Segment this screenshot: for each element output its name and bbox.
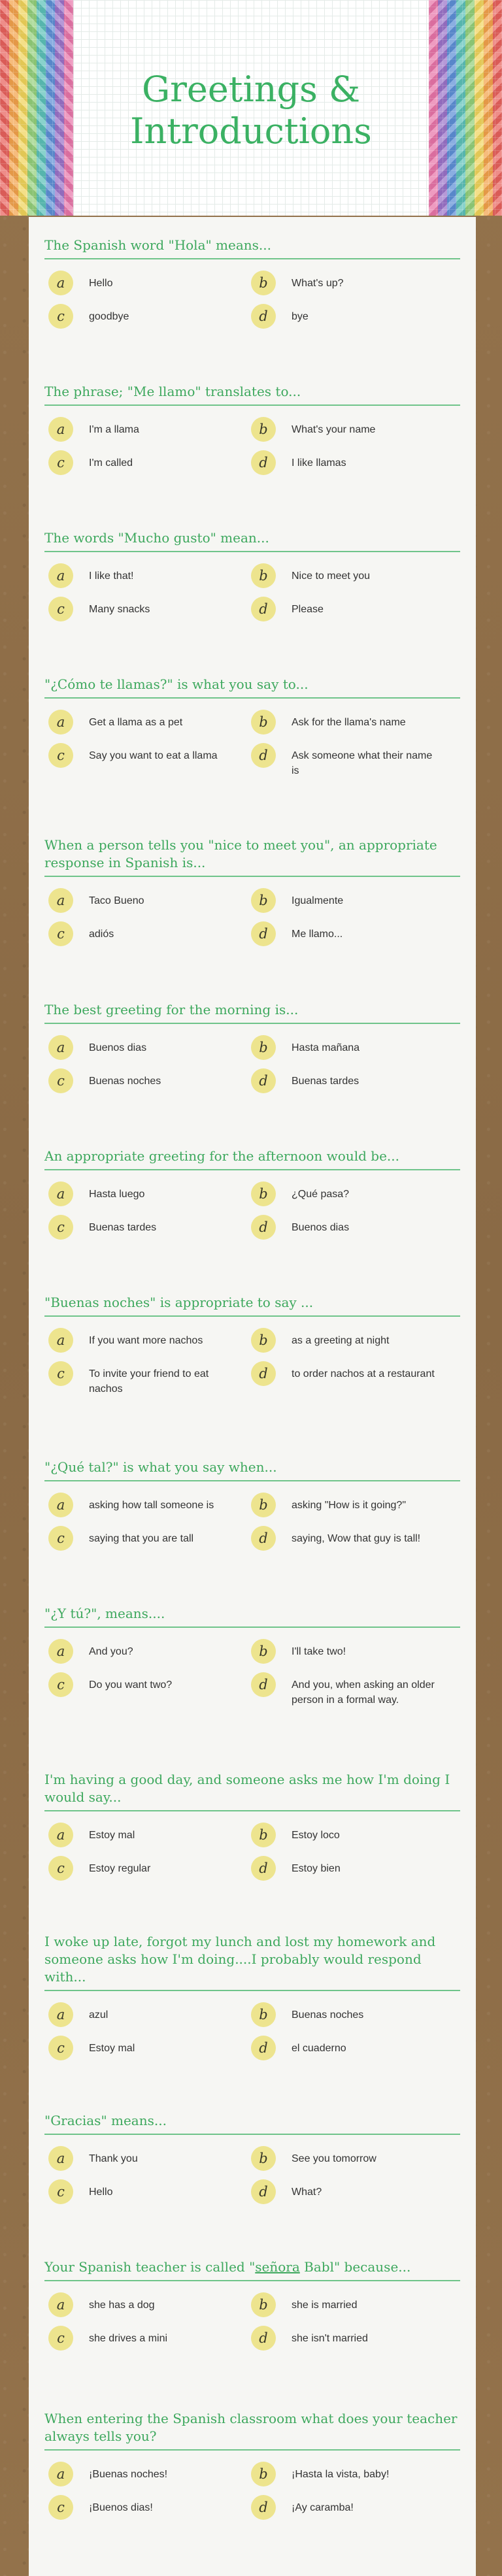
quiz-card [29, 217, 476, 2576]
option-letter-badge[interactable]: b [251, 888, 276, 913]
option-d[interactable] [251, 1856, 447, 1881]
option-letter-badge[interactable]: d [251, 1068, 276, 1093]
option-text: Buenas tardes [292, 1076, 360, 1087]
option-text: Buenos dias [89, 1042, 147, 1053]
option-letter-badge[interactable]: c [48, 1672, 73, 1697]
option-d[interactable] [251, 304, 447, 329]
option-text: What's up? [292, 278, 344, 289]
option-letter-badge[interactable]: c [48, 450, 73, 475]
option-letter-badge[interactable]: d [251, 921, 276, 946]
option-d[interactable] [251, 1215, 447, 1240]
option-text: Estoy loco [292, 1830, 340, 1841]
option-text: ¡Buenas noches! [89, 2469, 168, 2480]
option-text: ¡Buenos dias! [89, 2502, 153, 2513]
option-a[interactable] [48, 1181, 244, 1206]
option-text: What? [292, 2187, 322, 2198]
option-letter-badge[interactable]: b [251, 2002, 276, 2027]
option-text: I'm called [89, 457, 133, 469]
question-text: An appropriate greeting for the afternoon would be... [44, 1148, 460, 1170]
option-text: Do you want two? [89, 1679, 173, 1691]
option-text: Estoy bien [292, 1863, 341, 1874]
option-letter-badge[interactable]: a [48, 888, 73, 913]
question-text: "¿Qué tal?" is what you say when... [44, 1459, 460, 1481]
option-b[interactable] [251, 2462, 447, 2486]
option-letter-badge[interactable]: d [251, 2495, 276, 2520]
option-c[interactable] [48, 1361, 244, 1396]
option-letter-badge[interactable]: a [48, 2146, 73, 2171]
option-text: Hello [89, 278, 113, 289]
option-text: Thank you [89, 2153, 138, 2164]
option-letter-badge[interactable]: a [48, 2292, 73, 2317]
option-text: Buenos dias [292, 1222, 350, 1233]
option-b[interactable] [251, 1035, 447, 1060]
option-letter-badge[interactable]: a [48, 1181, 73, 1206]
option-letter-badge[interactable]: b [251, 271, 276, 295]
option-text: as a greeting at night [292, 1335, 390, 1346]
option-letter-badge[interactable]: b [251, 1328, 276, 1353]
option-c[interactable] [48, 1672, 244, 1697]
option-letter-badge[interactable]: b [251, 1493, 276, 1517]
option-text: Hasta luego [89, 1189, 145, 1200]
option-a[interactable] [48, 2002, 244, 2027]
option-text: Ask someone what their name is [292, 750, 433, 776]
option-b[interactable] [251, 2002, 447, 2027]
option-b[interactable] [251, 888, 447, 913]
option-text: asking how tall someone is [89, 1500, 214, 1511]
option-text: Buenas noches [89, 1076, 161, 1087]
question-text: "Buenas noches" is appropriate to say ... [44, 1294, 460, 1317]
option-c[interactable] [48, 1068, 244, 1093]
question-11 [44, 1771, 460, 1876]
option-text: And you, when asking an older person in a formal way. [292, 1679, 435, 1706]
option-letter-badge[interactable]: d [251, 597, 276, 621]
option-letter-badge[interactable]: c [48, 1215, 73, 1240]
option-letter-badge[interactable]: a [48, 2002, 73, 2027]
option-text: If you want more nachos [89, 1335, 203, 1346]
question-5 [44, 836, 460, 942]
question-text-start: Your Spanish teacher is called " [44, 2259, 256, 2275]
option-text: bye [292, 311, 309, 322]
question-4 [44, 676, 460, 776]
option-d[interactable] [251, 2179, 447, 2204]
option-a[interactable] [48, 1823, 244, 1847]
option-text: Hello [89, 2187, 113, 2198]
option-text: Estoy mal [89, 1830, 135, 1841]
option-letter-badge[interactable]: a [48, 271, 73, 295]
option-text: Buenas noches [292, 2009, 364, 2021]
option-letter-badge[interactable]: a [48, 1639, 73, 1664]
option-text: See you tomorrow [292, 2153, 376, 2164]
option-text: azul [89, 2009, 109, 2021]
option-c[interactable] [48, 1856, 244, 1881]
question-text-underlined: señora [255, 2259, 300, 2275]
option-letter-badge[interactable]: b [251, 1035, 276, 1060]
option-d[interactable] [251, 1361, 447, 1386]
option-letter-badge[interactable]: d [251, 1672, 276, 1697]
option-c[interactable] [48, 2326, 244, 2351]
option-text: to order nachos at a restaurant [292, 1368, 435, 1379]
option-letter-badge[interactable]: b [251, 563, 276, 588]
header [0, 0, 502, 216]
question-15 [44, 2410, 460, 2515]
option-letter-badge[interactable]: a [48, 563, 73, 588]
question-12 [44, 1933, 460, 2056]
option-text: Estoy mal [89, 2043, 135, 2054]
option-d[interactable] [251, 2036, 447, 2060]
option-c[interactable] [48, 2036, 244, 2060]
option-text: she isn't married [292, 2333, 368, 2344]
option-letter-badge[interactable]: d [251, 450, 276, 475]
option-text: she has a dog [89, 2300, 155, 2311]
option-letter-badge[interactable]: a [48, 417, 73, 442]
option-letter-badge[interactable]: c [48, 921, 73, 946]
option-text: ¡Ay caramba! [292, 2502, 354, 2513]
option-d[interactable] [251, 2495, 447, 2520]
option-d[interactable] [251, 450, 447, 475]
option-text: Say you want to eat a llama [89, 750, 218, 761]
option-a[interactable] [48, 2146, 244, 2171]
question-text-end: Babl" because... [299, 2259, 411, 2275]
option-letter-badge[interactable]: d [251, 1856, 276, 1881]
option-letter-badge[interactable]: c [48, 2495, 73, 2520]
question-text: The phrase; "Me llamo" translates to... [44, 383, 460, 406]
option-b[interactable] [251, 710, 447, 735]
option-letter-badge[interactable]: a [48, 2462, 73, 2486]
page-title: Greetings & Introductions [130, 69, 372, 152]
option-d[interactable] [251, 743, 447, 778]
option-letter-badge[interactable]: b [251, 1181, 276, 1206]
option-d[interactable] [251, 2326, 447, 2351]
option-d[interactable] [251, 1068, 447, 1093]
option-a[interactable] [48, 710, 244, 735]
option-b[interactable] [251, 1181, 447, 1206]
option-c[interactable] [48, 743, 244, 768]
question-text: "¿Y tú?", means.... [44, 1605, 460, 1628]
option-letter-badge[interactable]: c [48, 2179, 73, 2204]
option-c[interactable] [48, 1526, 244, 1551]
chevron-pattern-right [429, 0, 502, 216]
option-letter-badge[interactable]: b [251, 2462, 276, 2486]
option-letter-badge[interactable]: a [48, 1035, 73, 1060]
option-text: To invite your friend to eat nachos [89, 1368, 209, 1395]
question-text: The words "Mucho gusto" mean... [44, 529, 460, 552]
option-c[interactable] [48, 597, 244, 621]
option-text: I like llamas [292, 457, 346, 469]
option-text: Please [292, 604, 324, 615]
option-text: Me llamo... [292, 929, 343, 940]
option-a[interactable] [48, 888, 244, 913]
option-text: Many snacks [89, 604, 150, 615]
option-c[interactable] [48, 1215, 244, 1240]
option-letter-badge[interactable]: c [48, 743, 73, 768]
option-a[interactable] [48, 1328, 244, 1353]
option-letter-badge[interactable]: b [251, 1823, 276, 1847]
option-text: she drives a mini [89, 2333, 168, 2344]
option-letter-badge[interactable]: d [251, 1361, 276, 1386]
question-text: "¿Cómo te llamas?" is what you say to... [44, 676, 460, 699]
option-c[interactable] [48, 921, 244, 946]
option-d[interactable] [251, 1672, 447, 1708]
option-text: Igualmente [292, 895, 344, 906]
option-letter-badge[interactable]: c [48, 2326, 73, 2351]
option-letter-badge[interactable]: a [48, 710, 73, 735]
option-text: I'll take two! [292, 1646, 346, 1657]
option-letter-badge[interactable]: b [251, 1639, 276, 1664]
option-text: What's your name [292, 424, 376, 435]
option-text: ¿Qué pasa? [292, 1189, 350, 1200]
option-letter-badge[interactable]: c [48, 1068, 73, 1093]
option-b[interactable] [251, 271, 447, 295]
option-letter-badge[interactable]: b [251, 2146, 276, 2171]
question-8 [44, 1294, 460, 1395]
option-letter-badge[interactable]: d [251, 304, 276, 329]
option-letter-badge[interactable]: d [251, 1526, 276, 1551]
option-a[interactable] [48, 1639, 244, 1664]
option-text: she is married [292, 2300, 358, 2311]
option-text: asking "How is it going?" [292, 1500, 406, 1511]
option-text: I like that! [89, 570, 134, 582]
option-text: saying that you are tall [89, 1533, 194, 1544]
question-text: When entering the Spanish classroom what does your teacher always tells you? [44, 2410, 460, 2451]
option-b[interactable] [251, 2146, 447, 2171]
option-a[interactable] [48, 2292, 244, 2317]
option-b[interactable] [251, 1328, 447, 1353]
option-letter-badge[interactable]: c [48, 597, 73, 621]
option-text: Hasta mañana [292, 1042, 360, 1053]
option-text: adiós [89, 929, 114, 940]
question-6 [44, 1001, 460, 1089]
question-text: I woke up late, forgot my lunch and lost my homework and someone asks how I'm doing....I probably would respond with... [44, 1933, 460, 1991]
chevron-pattern-left [0, 0, 73, 216]
question-text: When a person tells you "nice to meet you", an appropriate response in Spanish is... [44, 836, 460, 877]
option-letter-badge[interactable]: a [48, 1328, 73, 1353]
option-a[interactable] [48, 271, 244, 295]
option-b[interactable] [251, 1639, 447, 1664]
question-9 [44, 1459, 460, 1546]
option-c[interactable] [48, 450, 244, 475]
option-text: Ask for the llama's name [292, 717, 406, 728]
question-7 [44, 1148, 460, 1235]
option-text: And you? [89, 1646, 133, 1657]
option-a[interactable] [48, 1493, 244, 1517]
question-text: I'm having a good day, and someone asks me how I'm doing I would say... [44, 1771, 460, 1811]
option-letter-badge[interactable]: c [48, 1856, 73, 1881]
option-a[interactable] [48, 1035, 244, 1060]
question-3 [44, 529, 460, 617]
option-b[interactable] [251, 1823, 447, 1847]
option-letter-badge[interactable]: c [48, 304, 73, 329]
option-d[interactable] [251, 1526, 447, 1551]
option-letter-badge[interactable]: d [251, 2326, 276, 2351]
option-letter-badge[interactable]: c [48, 1361, 73, 1386]
option-letter-badge[interactable]: d [251, 2179, 276, 2204]
question-text: The Spanish word "Hola" means... [44, 237, 460, 259]
option-letter-badge[interactable]: c [48, 2036, 73, 2060]
option-b[interactable] [251, 1493, 447, 1517]
question-text: "Gracias" means... [44, 2112, 460, 2135]
option-letter-badge[interactable]: d [251, 743, 276, 768]
option-text: Nice to meet you [292, 570, 371, 582]
option-text: Taco Bueno [89, 895, 144, 906]
option-letter-badge[interactable]: a [48, 1493, 73, 1517]
option-c[interactable] [48, 2495, 244, 2520]
option-letter-badge[interactable]: c [48, 1526, 73, 1551]
option-a[interactable] [48, 563, 244, 588]
option-letter-badge[interactable]: b [251, 2292, 276, 2317]
question-text [44, 2258, 460, 2281]
question-13 [44, 2112, 460, 2200]
option-a[interactable] [48, 2462, 244, 2486]
option-a[interactable] [48, 417, 244, 442]
question-1 [44, 237, 460, 324]
option-text: saying, Wow that guy is tall! [292, 1533, 421, 1544]
option-c[interactable] [48, 304, 244, 329]
option-letter-badge[interactable]: a [48, 1823, 73, 1847]
option-text: goodbye [89, 311, 129, 322]
option-letter-badge[interactable]: d [251, 2036, 276, 2060]
option-c[interactable] [48, 2179, 244, 2204]
question-14 [44, 2258, 460, 2346]
question-10 [44, 1605, 460, 1706]
option-text: ¡Hasta la vista, baby! [292, 2469, 390, 2480]
question-2 [44, 383, 460, 471]
option-text: el cuaderno [292, 2043, 346, 2054]
option-d[interactable] [251, 921, 447, 946]
option-letter-badge[interactable]: b [251, 417, 276, 442]
option-letter-badge[interactable]: d [251, 1215, 276, 1240]
question-text: The best greeting for the morning is... [44, 1001, 460, 1024]
option-letter-badge[interactable]: b [251, 710, 276, 735]
option-text: Buenas tardes [89, 1222, 157, 1233]
option-d[interactable] [251, 597, 447, 621]
option-b[interactable] [251, 417, 447, 442]
option-text: I'm a llama [89, 424, 139, 435]
option-b[interactable] [251, 2292, 447, 2317]
option-b[interactable] [251, 563, 447, 588]
option-text: Estoy regular [89, 1863, 151, 1874]
option-text: Get a llama as a pet [89, 717, 183, 728]
